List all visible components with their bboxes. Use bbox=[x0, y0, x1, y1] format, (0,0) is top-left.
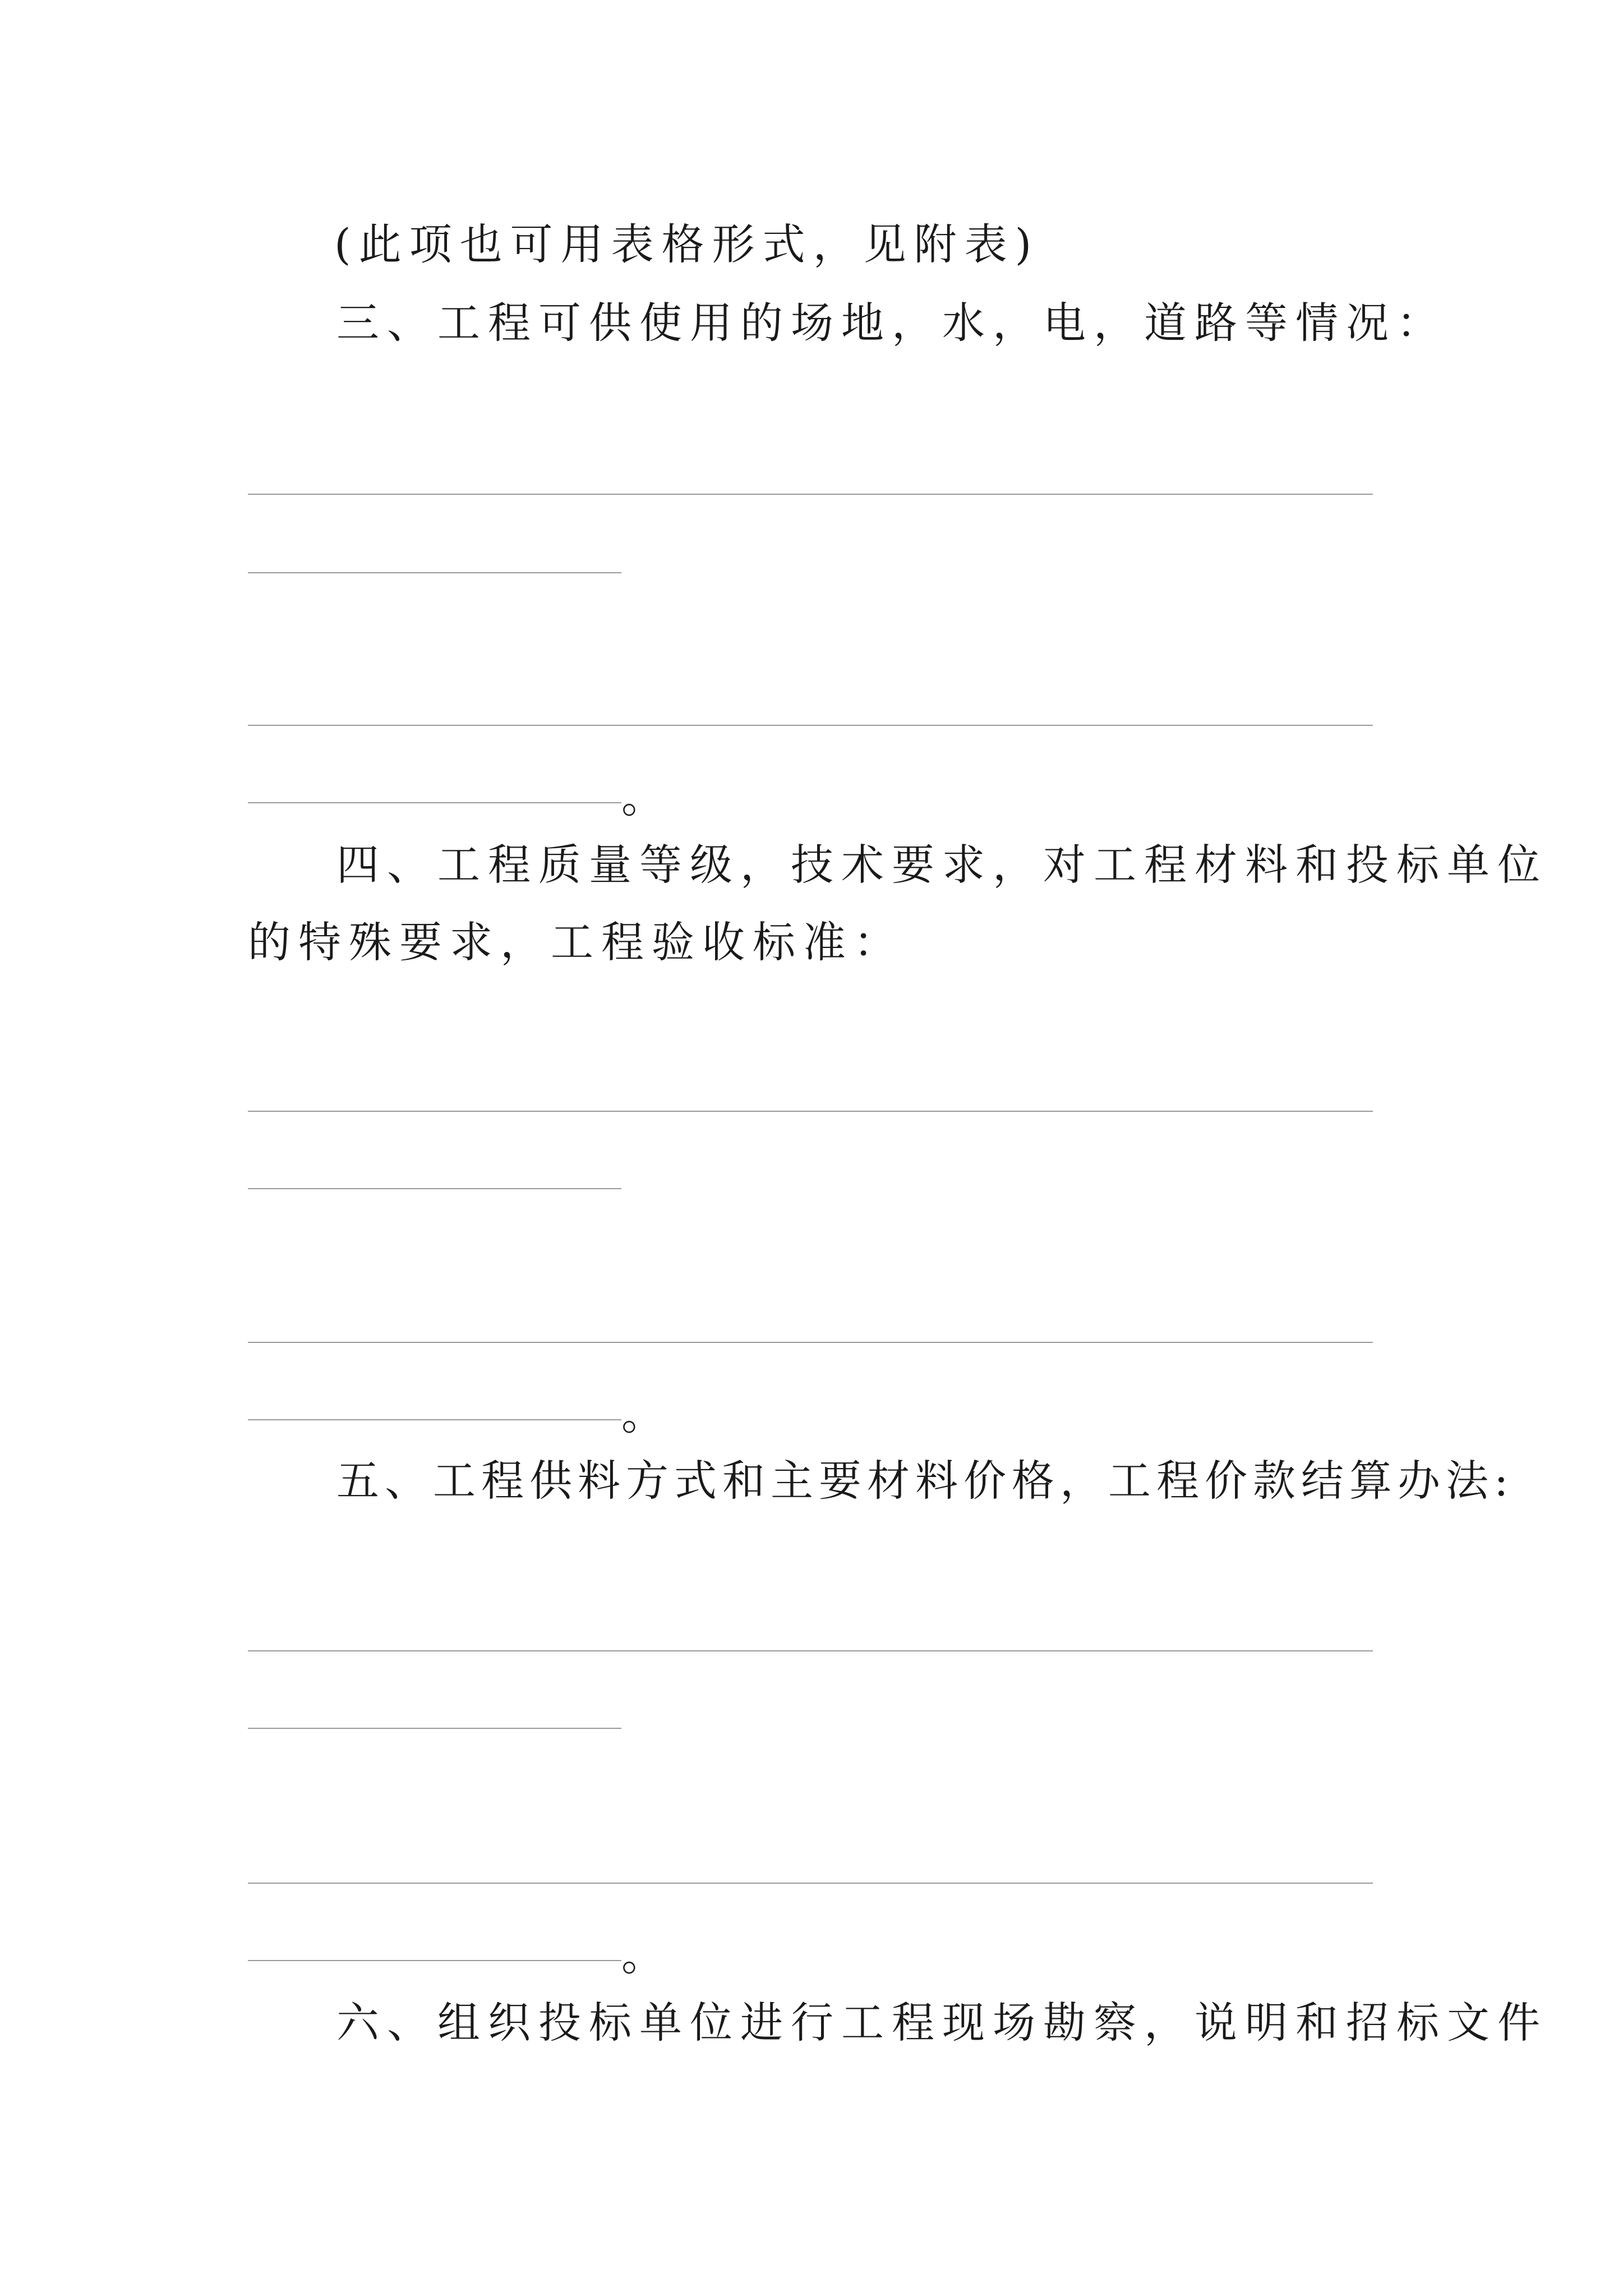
note-text: (此项也可用表格形式，见附表) bbox=[334, 219, 1040, 269]
section5-blank-line-4[interactable] bbox=[248, 1960, 621, 1961]
section4-blank-line-3[interactable] bbox=[248, 1342, 1373, 1343]
section5-blank-line-2[interactable] bbox=[248, 1728, 621, 1729]
section3-blank-line-4[interactable] bbox=[248, 802, 621, 803]
section4-blank-line-1[interactable] bbox=[248, 1111, 1373, 1112]
section6-heading: 六、组织投标单位进行工程现场勘察，说明和招标文件 bbox=[336, 1998, 1548, 2047]
section4-blank-line-2[interactable] bbox=[248, 1188, 621, 1189]
section5-end-mark: 。 bbox=[621, 1930, 664, 1980]
section4-heading-line1: 四、工程质量等级，技术要求，对工程材料和投标单位 bbox=[336, 840, 1548, 890]
section5-blank-line-1[interactable] bbox=[248, 1650, 1373, 1651]
section3-blank-line-1[interactable] bbox=[248, 494, 1373, 495]
section3-end-mark: 。 bbox=[621, 772, 664, 822]
section5-blank-line-3[interactable] bbox=[248, 1883, 1373, 1884]
section4-end-mark: 。 bbox=[621, 1389, 664, 1439]
section3-blank-line-2[interactable] bbox=[248, 572, 621, 573]
section3-heading: 三、工程可供使用的场地，水，电，道路等情况： bbox=[336, 298, 1447, 348]
section4-heading-line2: 的特殊要求，工程验收标准： bbox=[248, 917, 904, 967]
section5-heading: 五、工程供料方式和主要材料价格，工程价款结算办法: bbox=[336, 1456, 1514, 1506]
section3-blank-line-3[interactable] bbox=[248, 725, 1373, 726]
section4-blank-line-4[interactable] bbox=[248, 1419, 621, 1420]
